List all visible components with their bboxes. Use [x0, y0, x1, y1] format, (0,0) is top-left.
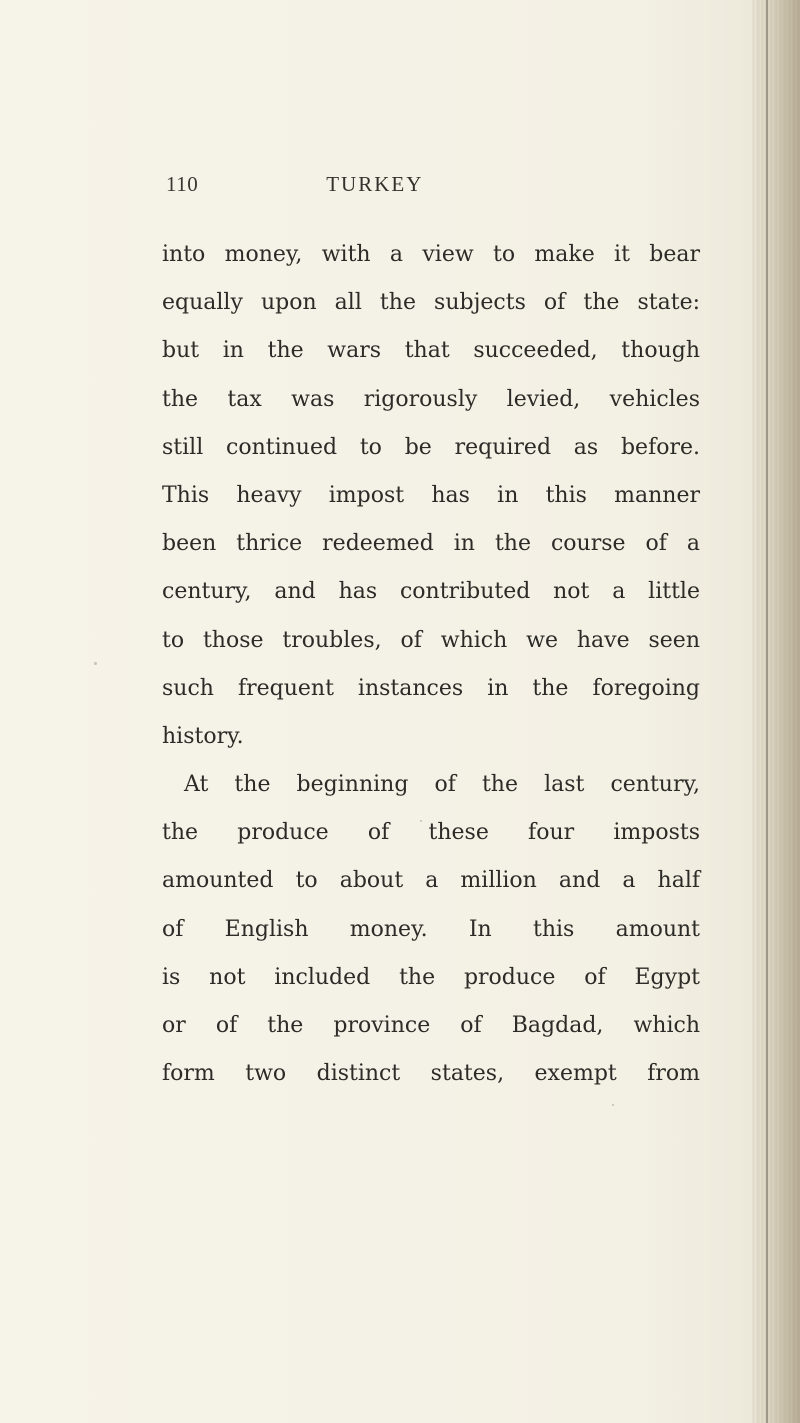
text-line: equally upon all the subjects of the state:	[162, 290, 700, 316]
page-edge-gutter	[752, 0, 800, 1423]
paragraph-end-line: history.	[162, 723, 244, 749]
text-line: is not included the produce of Egypt	[162, 964, 700, 990]
paper-speck	[420, 820, 422, 822]
text-line: the tax was rigorously levied, vehicles	[162, 386, 700, 412]
text-line: the produce of these four imposts	[162, 820, 700, 846]
paragraph-start-line: At the beginning of the last century,	[184, 772, 700, 798]
text-line: amounted to about a million and a half	[162, 868, 700, 894]
text-line: form two distinct states, exempt from	[162, 1061, 700, 1087]
text-line: century, and has contributed not a little	[162, 579, 700, 605]
page-header	[166, 172, 526, 206]
text-line: but in the wars that succeeded, though	[162, 338, 700, 364]
paper-speck	[94, 662, 97, 665]
body-text	[162, 236, 700, 1103]
text-line: of English money. In this amount	[162, 916, 700, 942]
page-number: 110	[166, 172, 199, 196]
text-line: to those troubles, of which we have seen	[162, 627, 700, 653]
text-line: been thrice redeemed in the course of a	[162, 531, 700, 557]
text-line: This heavy impost has in this manner	[162, 482, 700, 508]
text-line: into money, with a view to make it bear	[162, 242, 700, 267]
text-line: such frequent instances in the foregoing	[162, 675, 700, 701]
text-line: or of the province of Bagdad, which	[162, 1013, 700, 1038]
running-head: TURKEY	[326, 172, 424, 196]
paper-speck	[612, 1104, 614, 1106]
text-line: still continued to be required as before.	[162, 434, 700, 460]
